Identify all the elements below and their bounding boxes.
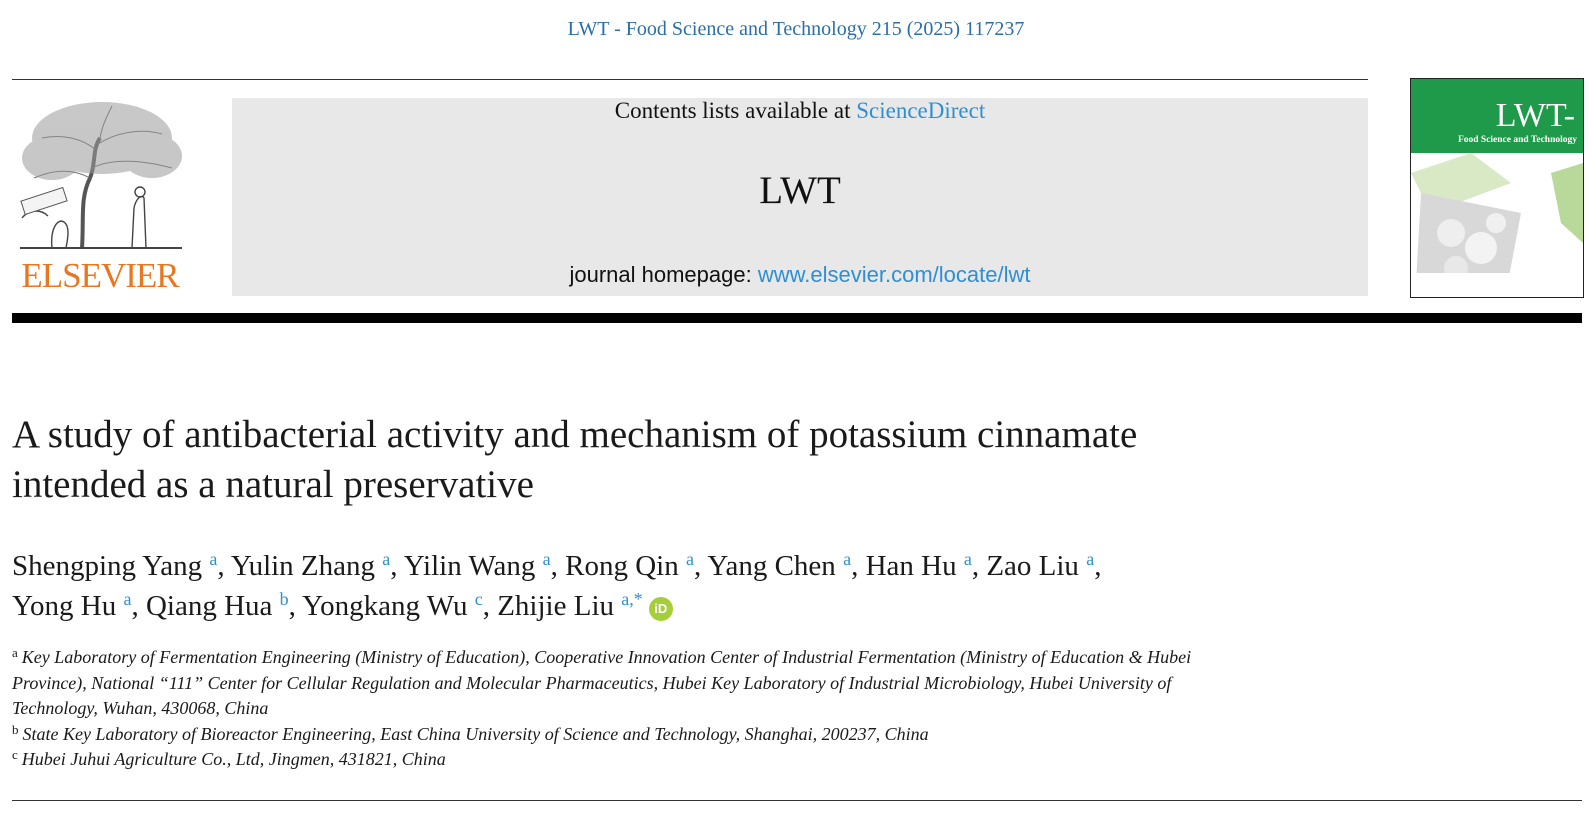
affiliation-text: Hubei Juhui Agriculture Co., Ltd, Jingmen, 431821, China: [21, 749, 446, 769]
author-name[interactable]: Yulin Zhang: [230, 550, 376, 582]
article-title: [12, 410, 1412, 510]
affiliation-marker[interactable]: a: [123, 589, 132, 609]
journal-cover-thumbnail[interactable]: [1410, 78, 1584, 298]
affiliation-a-cont: Technology, Wuhan, 430068, China: [12, 698, 269, 718]
journal-reference[interactable]: LWT - Food Science and Technology 215 (2025) 117237: [567, 18, 1025, 40]
contents-prefix: Contents lists available at: [614, 98, 857, 123]
header-divider: [12, 79, 1368, 80]
author-name[interactable]: Rong Qin: [565, 550, 679, 582]
affiliation-marker[interactable]: a: [1086, 549, 1095, 569]
elsevier-wordmark: ELSEVIER: [21, 256, 179, 295]
sciencedirect-link[interactable]: ScienceDirect: [856, 98, 986, 123]
cover-title: LWT-: [1495, 97, 1575, 134]
affiliation-marker[interactable]: c: [474, 589, 483, 609]
affiliation-b: [12, 722, 1342, 748]
cover-artwork-icon: [1411, 153, 1583, 297]
author-name[interactable]: Zao Liu: [986, 550, 1079, 582]
author-name[interactable]: Yilin Wang: [403, 550, 536, 582]
affiliation-marker[interactable]: a: [685, 549, 694, 569]
orcid-icon[interactable]: iD: [649, 597, 673, 621]
section-divider: [12, 800, 1582, 801]
author-name[interactable]: Qiang Hua: [145, 590, 273, 622]
author-name[interactable]: Yong Hu: [12, 590, 117, 622]
affiliation-a-cont: Province), National “111” Center for Cellular Regulation and Molecular Pharmaceutics, Hubei Key Laboratory of Industrial Microbiology, Hubei University of: [12, 672, 1172, 693]
journal-name: LWT: [759, 169, 841, 212]
author-list: [12, 546, 1412, 626]
affiliation-c: [12, 747, 1342, 773]
homepage-prefix: journal homepage:: [569, 262, 758, 287]
affiliation-marker[interactable]: a: [542, 549, 551, 569]
author-name[interactable]: Shengping Yang: [12, 550, 203, 582]
affiliation-key: c: [12, 747, 18, 762]
header-thick-rule: [12, 313, 1582, 323]
author-line-1: Shengping Yang $^a$, Yulin Zhang $^a$, Yilin Wang $^a$, Rong Qin $^a$, Yang Chen $^a$, Han Hu $^a$, Zao Liu $^a$,: [12, 549, 1102, 582]
title-line-2: intended as a natural preservative: [12, 463, 534, 506]
author-name[interactable]: Zhijie Liu: [497, 590, 614, 622]
affiliation-marker[interactable]: a: [963, 549, 972, 569]
affiliation-marker[interactable]: a: [382, 549, 391, 569]
affiliation-key: a: [12, 645, 18, 660]
journal-banner: [232, 98, 1368, 296]
title-line-1: A study of antibacterial activity and mechanism of potassium cinnamate: [12, 413, 1138, 456]
affiliation-a: [12, 645, 1342, 671]
affiliation-text: Key Laboratory of Fermentation Engineering (Ministry of Education), Cooperative Innovation Center of Industrial Fermentation (Ministry of Education & Hubei: [21, 647, 1192, 667]
elsevier-logo[interactable]: [12, 98, 188, 296]
affiliations: [12, 645, 1342, 773]
affiliation-marker[interactable]: a: [209, 549, 218, 569]
affiliation-marker[interactable]: b: [279, 589, 289, 609]
affiliation-key: b: [12, 721, 19, 737]
affiliation-marker[interactable]: a: [843, 549, 852, 569]
homepage-line: [232, 262, 1368, 288]
author-name[interactable]: Han Hu: [865, 550, 957, 582]
author-name[interactable]: Yang Chen: [707, 550, 836, 582]
homepage-link[interactable]: www.elsevier.com/locate/lwt: [757, 262, 1031, 287]
cover-subtitle: Food Science and Technology: [1457, 135, 1577, 145]
elsevier-tree-icon: [12, 98, 188, 258]
author-name[interactable]: Yongkang Wu: [302, 590, 468, 622]
affiliation-marker[interactable]: a,*: [621, 589, 643, 609]
contents-line: [232, 98, 1368, 124]
author-line-2: Yong Hu $^a$, Qiang Hua $^b$, Yongkang Wu $^c$, Zhijie Liu $^{a,*}$ iD: [12, 586, 1412, 626]
affiliation-text: State Key Laboratory of Bioreactor Engineering, East China University of Science and Technology, Shanghai, 200237, China: [22, 723, 929, 744]
